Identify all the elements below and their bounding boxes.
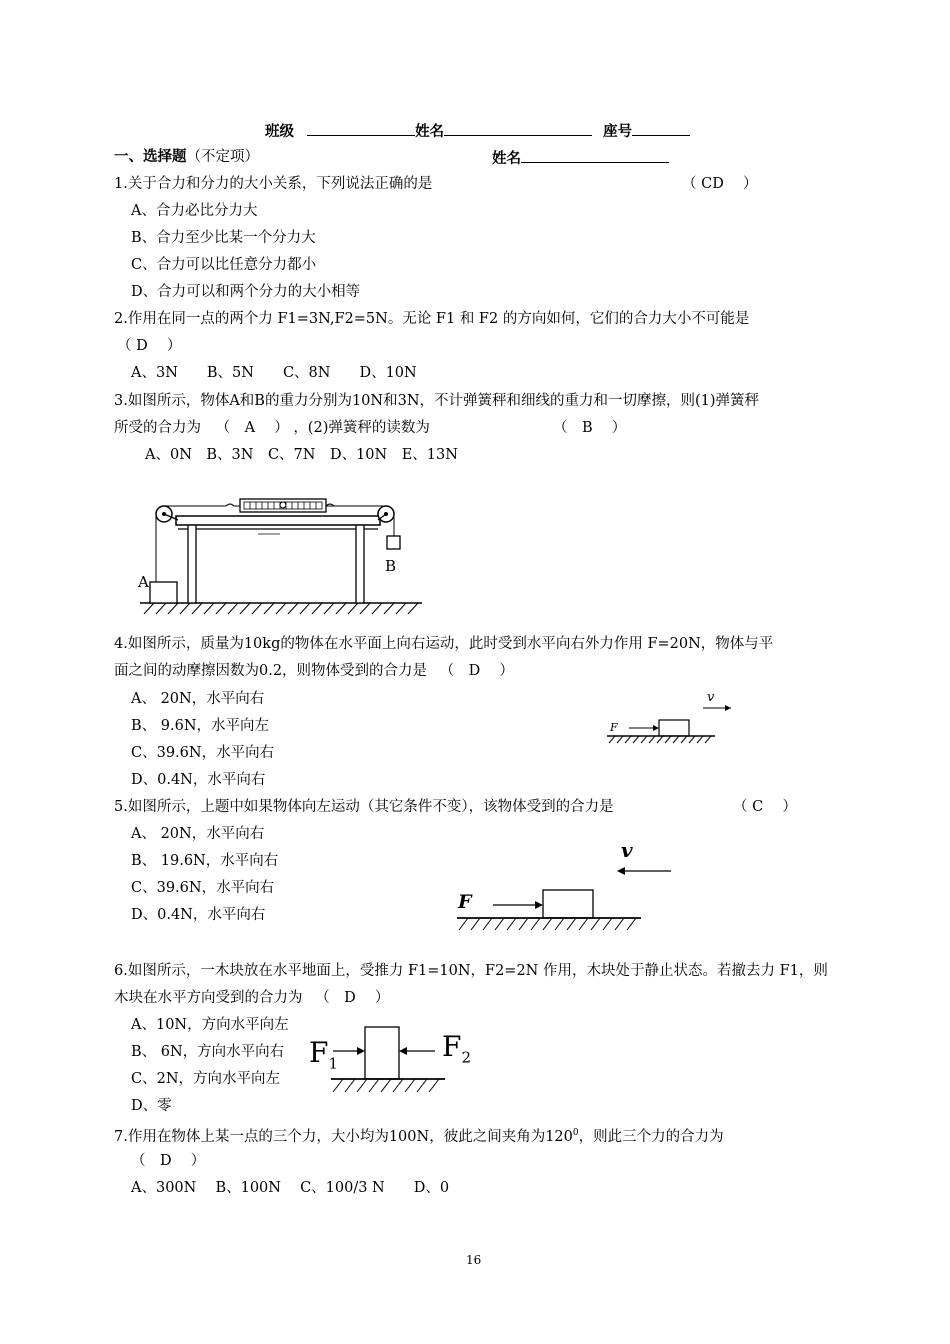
- q3-stem-part3: ，(2)弹簧秤的读数为: [293, 420, 430, 436]
- q6-stem-part2: 木块在水平方向受到的合力为: [114, 990, 303, 1006]
- q1-option-c: C、合力可以比任意分力都小: [131, 257, 317, 273]
- table-top: [176, 516, 380, 525]
- q3-stem-part2: 所受的合力为: [114, 420, 201, 436]
- label-b: B: [385, 557, 397, 575]
- class-label: 班级: [265, 124, 294, 140]
- q4-answer: （ D ）: [439, 663, 514, 679]
- label-f1-sub: 1: [328, 1054, 338, 1073]
- q7-stem-line1: [114, 1123, 724, 1147]
- pulley-table-diagram: [138, 492, 428, 617]
- ground-hatch: [459, 918, 636, 930]
- label-f2: $F_2$: [442, 1030, 471, 1067]
- block-force-diagram-small: [605, 688, 720, 748]
- q2-options: A、3N B、5N C、8N D、10N: [131, 365, 417, 381]
- q6-option-c: C、2N，方向水平向左: [131, 1071, 281, 1087]
- q7-options: A、300N B、100N C、100/3 N D、0: [131, 1180, 450, 1196]
- section-title: 一、选择题: [114, 149, 187, 165]
- q6-option-b: B、 6N，方向水平向右: [131, 1044, 285, 1060]
- name-blank-2[interactable]: [521, 147, 669, 163]
- name-row-2: [492, 147, 669, 169]
- ground-hatch: [333, 1079, 439, 1092]
- q1-option-d: D、合力可以和两个分力的大小相等: [131, 284, 361, 300]
- q5-option-c: C、39.6N，水平向右: [131, 880, 275, 896]
- q4-stem-part2: 面之间的动摩擦因数为0.2，则物体受到的合力是: [114, 663, 428, 679]
- table-leg-left: [188, 525, 196, 603]
- name-label: 姓名: [415, 124, 445, 140]
- q4-stem-line2: [114, 661, 514, 681]
- page-number: 16: [466, 1253, 482, 1267]
- q3-answer-2: （ B ）: [553, 420, 627, 436]
- label-a: A: [138, 573, 149, 591]
- q1-answer: （ CD ）: [682, 176, 758, 192]
- name-label-2: 姓名: [492, 151, 521, 167]
- block-force-diagram: [455, 840, 645, 935]
- section-heading: [114, 147, 259, 167]
- q4-figure: [605, 688, 720, 748]
- label-f: F: [458, 891, 472, 913]
- q7-stem-part2: ，则此三个力的合力为: [578, 1128, 724, 1145]
- label-v: v: [707, 690, 715, 705]
- q5-option-d: D、0.4N，水平向右: [131, 907, 266, 923]
- table-leg-right: [356, 525, 364, 603]
- q5-answer: （ C ）: [733, 799, 797, 815]
- header-row: [265, 120, 690, 142]
- q4-stem-line1: 4.如图所示，质量为10kg的物体在水平面上向右运动，此时受到水平向右外力作用 F=20N，物体与平: [114, 636, 774, 652]
- class-blank[interactable]: [307, 120, 415, 136]
- q4-option-a: A、 20N，水平向右: [131, 691, 265, 707]
- label-f1: $F_1$: [309, 1036, 338, 1073]
- q1-option-a: A、合力必比分力大: [131, 203, 258, 219]
- seat-blank[interactable]: [632, 120, 690, 136]
- q2-stem: 2.作用在同一点的两个力 F1=3N,F2=5N。无论 F1 和 F2 的方向如何，它们的合力大小不可能是: [114, 311, 750, 327]
- q3-options: A、0N B、3N C、7N D、10N E、13N: [145, 447, 458, 463]
- label-f2-sub: 2: [461, 1048, 471, 1067]
- block-b: [387, 536, 400, 549]
- name-blank[interactable]: [444, 120, 592, 136]
- block-a: [150, 582, 177, 603]
- label-v: v: [621, 838, 633, 862]
- q6-answer: （ D ）: [315, 990, 390, 1006]
- q1-option-b: B、合力至少比某一个分力大: [131, 230, 316, 246]
- q6-option-d: D、零: [131, 1098, 172, 1114]
- q4-option-c: C、39.6N，水平向右: [131, 745, 275, 761]
- block: [543, 890, 593, 918]
- q5-stem: 5.如图所示，上题中如果物体向左运动（其它条件不变），该物体受到的合力是: [114, 799, 614, 815]
- q6-figure: [305, 1024, 471, 1109]
- q3-answer-1: （ A ）: [215, 420, 289, 436]
- q4-option-d: D、0.4N，水平向右: [131, 772, 266, 788]
- q6-stem-line1: 6.如图所示，一木块放在水平地面上，受推力 F1=10N，F2=2N 作用，木块处于静止状态。若撤去力 F1，则: [114, 963, 828, 979]
- ground-hatch: [144, 603, 418, 614]
- q3-figure: [138, 492, 428, 617]
- q3-stem-line2: [114, 418, 430, 438]
- wood-block: [365, 1027, 399, 1079]
- block: [659, 720, 689, 736]
- q5-option-b: B、 19.6N，水平向右: [131, 853, 279, 869]
- q3-stem-line1: 3.如图所示，物体A和B的重力分别为10N和3N，不计弹簧秤和细线的重力和一切摩擦，则(1)弹簧秤: [114, 393, 760, 409]
- q7-stem-sup: 0: [572, 1128, 579, 1138]
- q5-figure: [455, 840, 645, 935]
- q6-stem-line2: [114, 988, 389, 1008]
- q5-option-a: A、 20N，水平向右: [131, 826, 265, 842]
- q7-stem-part1: 7.作用在物体上某一点的三个力，大小均为100N，彼此之间夹角为120: [114, 1128, 573, 1145]
- section-note: （不定项）: [186, 149, 259, 165]
- q7-answer: （ D ）: [131, 1153, 206, 1169]
- q1-stem: 1.关于合力和分力的大小关系，下列说法正确的是: [114, 176, 433, 192]
- seat-label: 座号: [603, 124, 633, 140]
- q4-option-b: B、 9.6N，水平向左: [131, 718, 270, 734]
- spring-scale: [240, 499, 326, 512]
- q6-option-a: A、10N，方向水平向左: [131, 1017, 289, 1033]
- ground-hatch: [609, 736, 711, 743]
- label-f: F: [610, 721, 618, 734]
- q2-answer: （ D ）: [117, 338, 182, 354]
